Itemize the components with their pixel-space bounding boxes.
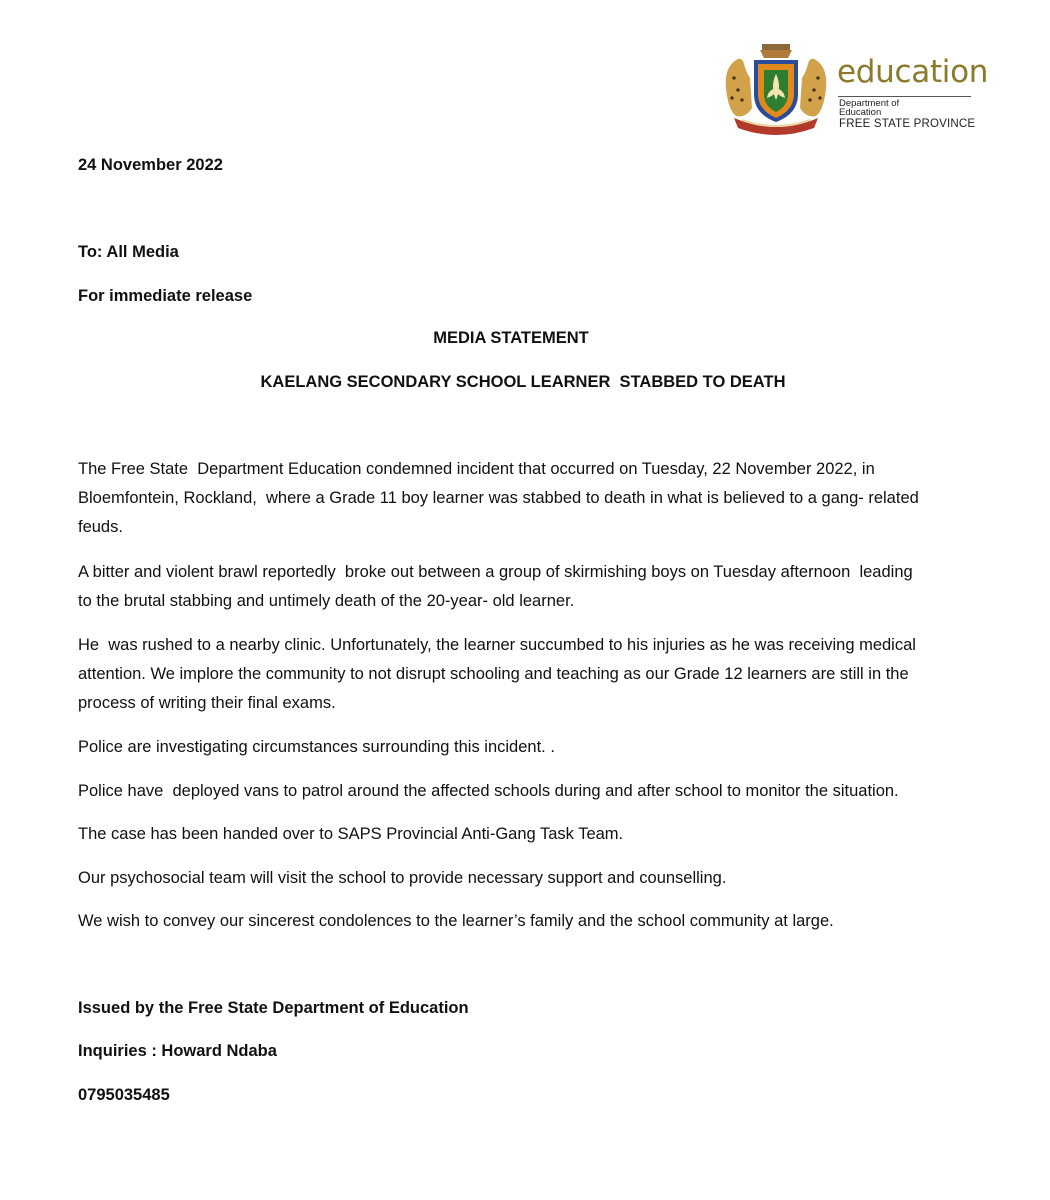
paragraph-6: The case has been handed over to SAPS Provincial Anti-Gang Task Team. — [78, 825, 624, 843]
paragraph-1-line-2: Bloemfontein, Rockland, where a Grade 11 boy learner was stabbed to death in what is believed to a gang- related — [78, 489, 919, 507]
headline: KAELANG SECONDARY SCHOOL LEARNER STABBED TO DEATH — [260, 373, 786, 391]
paragraph-2-line-1: A bitter and violent brawl reportedly broke out between a group of skirmishing boys on Tuesday afternoon leading — [78, 563, 913, 581]
logo-subtitle-line-2: Education — [839, 107, 882, 118]
paragraph-1-line-3: feuds. — [78, 518, 123, 536]
paragraph-2-line-2: to the brutal stabbing and untimely death of the 20-year- old learner. — [78, 592, 575, 610]
paragraph-1-line-1: The Free State Department Education condemned incident that occurred on Tuesday, 22 November 2022, in — [78, 460, 875, 478]
paragraph-3-line-2: attention. We implore the community to not disrupt schooling and teaching as our Grade 12 learners are still in the — [78, 665, 909, 683]
logo-subtitle-line-3: FREE STATE PROVINCE — [839, 118, 976, 130]
paragraph-3-line-1: He was rushed to a nearby clinic. Unfortunately, the learner succumbed to his injuries as he was receiving medical — [78, 636, 916, 654]
recipient-line: To: All Media — [78, 243, 179, 261]
paragraph-3-line-3: process of writing their final exams. — [78, 694, 336, 712]
release-type: For immediate release — [78, 287, 253, 305]
free-state-coat-of-arms-icon — [720, 38, 832, 136]
issued-by: Issued by the Free State Department of Education — [78, 999, 469, 1017]
contact-phone: 0795035485 — [78, 1086, 170, 1104]
paragraph-8: We wish to convey our sincerest condolences to the learner’s family and the school community at large. — [78, 912, 834, 930]
logo-subtitle-line-1: Department of — [839, 98, 900, 109]
logo-divider — [838, 96, 971, 97]
release-date: 24 November 2022 — [78, 156, 223, 174]
paragraph-7: Our psychosocial team will visit the school to provide necessary support and counselling. — [78, 869, 727, 887]
statement-label: MEDIA STATEMENT — [433, 329, 589, 347]
paragraph-5: Police have deployed vans to patrol around the affected schools during and after school to monitor the situation. — [78, 782, 899, 800]
logo-wordmark: education — [837, 54, 989, 90]
department-logo — [720, 38, 989, 138]
paragraph-4: Police are investigating circumstances surrounding this incident. . — [78, 738, 555, 756]
inquiries-contact: Inquiries : Howard Ndaba — [78, 1042, 277, 1060]
